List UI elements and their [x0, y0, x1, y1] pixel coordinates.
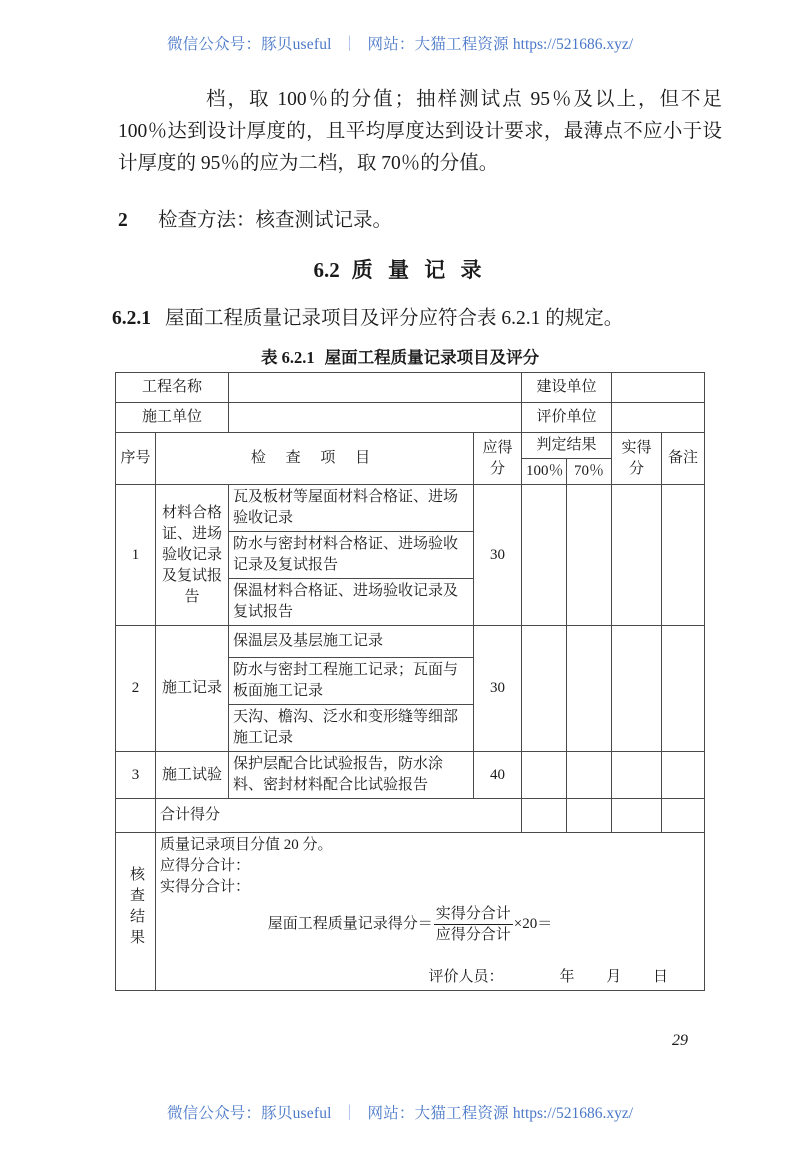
- table-row-total: [116, 799, 705, 833]
- total-actual-score[interactable]: [612, 799, 662, 833]
- row-2-due-score: 30: [473, 626, 521, 752]
- table-caption-number: 表 6.2.1: [260, 348, 315, 367]
- watermark-footer: [0, 1101, 800, 1123]
- result-content: [156, 833, 705, 991]
- section-heading: [0, 254, 800, 284]
- item-2-number: 2: [118, 210, 128, 231]
- clause-text: 屋面工程质量记录项目及评分应符合表 6.2.1 的规定。: [165, 308, 624, 329]
- result-line-3: 实得分合计：: [160, 879, 251, 895]
- table-row: [116, 626, 705, 658]
- table-row: [116, 485, 705, 532]
- row-1-actual-score[interactable]: [612, 485, 662, 626]
- row-1-category: 材料合格证、进场验收记录及复试报告: [156, 485, 229, 626]
- row-1-index: 1: [116, 485, 156, 626]
- header-actual-score: 实得分: [612, 433, 662, 485]
- page-number: 29: [672, 1032, 688, 1049]
- numbered-item-2: [118, 206, 722, 236]
- table-row-contractor: [116, 403, 705, 433]
- row-2-index: 2: [116, 626, 156, 752]
- row-2-detail-3: 天沟、檐沟、泛水和变形缝等细部施工记录: [229, 705, 474, 752]
- clause-6-2-1: [112, 302, 732, 330]
- watermark-footer-separator: ｜: [341, 1105, 358, 1122]
- watermark-site-label: 网站：大猫工程资源: [367, 36, 509, 53]
- row-3-remark[interactable]: [662, 752, 705, 799]
- formula-tail: ×20＝: [513, 915, 553, 932]
- row-3-pct-100[interactable]: [521, 752, 566, 799]
- item-2-text: 检查方法：核查测试记录。: [158, 210, 393, 231]
- row-1-detail-3: 保温材料合格证、进场验收记录及复试报告: [229, 579, 474, 626]
- result-label-cell: [116, 833, 156, 991]
- row-2-detail-2: 防水与密封工程施工记录；瓦面与板面施工记录: [229, 658, 474, 705]
- watermark-footer-wechat-label: 微信公众号：豚贝useful: [166, 1105, 332, 1122]
- row-3-actual-score[interactable]: [612, 752, 662, 799]
- row-2-pct-70[interactable]: [566, 626, 611, 752]
- total-pct-70[interactable]: [566, 799, 611, 833]
- label-construction-unit: 建设单位: [521, 373, 611, 403]
- score-formula: [160, 904, 700, 945]
- watermark-header: [0, 32, 800, 54]
- result-label: 核查结果: [128, 866, 144, 950]
- row-3-due-score: 40: [473, 752, 521, 799]
- header-due-score: 应得分: [473, 433, 521, 485]
- table-caption-title: 屋面工程质量记录项目及评分: [324, 348, 540, 367]
- table-row-project-name: [116, 373, 705, 403]
- signer-line: [160, 967, 700, 988]
- label-contractor-unit: 施工单位: [116, 403, 229, 433]
- signer-label: 评价人员：: [428, 969, 504, 985]
- row-1-pct-100[interactable]: [521, 485, 566, 626]
- formula-fraction: [434, 904, 513, 945]
- formula-numerator: 实得分合计: [434, 904, 513, 925]
- header-check-item: 检 查 项 目: [156, 433, 474, 485]
- table-header-row-top: [116, 433, 705, 459]
- value-construction-unit[interactable]: [612, 373, 705, 403]
- total-pct-100[interactable]: [521, 799, 566, 833]
- row-1-detail-1: 瓦及板材等屋面材料合格证、进场验收记录: [229, 485, 474, 532]
- header-pct-100: 100％: [521, 459, 566, 485]
- row-2-actual-score[interactable]: [612, 626, 662, 752]
- total-remark[interactable]: [662, 799, 705, 833]
- table-row: [116, 752, 705, 799]
- watermark-separator: ｜: [341, 36, 358, 53]
- header-remark: 备注: [662, 433, 705, 485]
- row-2-detail-1: 保温层及基层施工记录: [229, 626, 474, 658]
- row-2-category: 施工记录: [156, 626, 229, 752]
- label-project-name: 工程名称: [116, 373, 229, 403]
- row-3-detail-1: 保护层配合比试验报告，防水涂料、密封材料配合比试验报告: [229, 752, 474, 799]
- watermark-wechat-label: 微信公众号：豚贝useful: [166, 36, 332, 53]
- watermark-url: https://521686.xyz/: [512, 36, 634, 53]
- section-number: 6.2: [313, 258, 340, 282]
- header-index: 序号: [116, 433, 156, 485]
- total-index-blank: [116, 799, 156, 833]
- value-evaluation-unit[interactable]: [612, 403, 705, 433]
- row-3-index: 3: [116, 752, 156, 799]
- row-2-remark[interactable]: [662, 626, 705, 752]
- row-3-category: 施工试验: [156, 752, 229, 799]
- date-fields: 年 月 日: [559, 969, 682, 985]
- formula-denominator: 应得分合计: [435, 927, 511, 943]
- row-3-pct-70[interactable]: [566, 752, 611, 799]
- formula-left-side: 屋面工程质量记录得分＝: [267, 915, 433, 932]
- row-1-due-score: 30: [473, 485, 521, 626]
- result-line-1: 质量记录项目分值 20 分。: [160, 837, 333, 853]
- label-evaluation-unit: 评价单位: [521, 403, 611, 433]
- result-line-2: 应得分合计：: [160, 858, 251, 874]
- section-title: 质 量 记 录: [351, 258, 487, 282]
- total-score-label: 合计得分: [156, 799, 522, 833]
- row-1-remark[interactable]: [662, 485, 705, 626]
- value-project-name[interactable]: [229, 373, 522, 403]
- watermark-footer-url: https://521686.xyz/: [512, 1105, 634, 1122]
- table-row-result: [116, 833, 705, 991]
- row-2-pct-100[interactable]: [521, 626, 566, 752]
- body-paragraph: 档，取 100％的分值；抽样测试点 95％及以上，但不足 100％达到设计厚度的，且平均厚度达到设计要求，最薄点不应小于设计厚度的 95％的应为二档，取 70％的分值。: [118, 89, 722, 174]
- table-caption: [0, 344, 800, 368]
- clause-number: 6.2.1: [112, 308, 151, 329]
- header-judgement-result: 判定结果: [521, 433, 611, 459]
- row-1-pct-70[interactable]: [566, 485, 611, 626]
- row-1-detail-2: 防水与密封材料合格证、进场验收记录及复试报告: [229, 532, 474, 579]
- value-contractor-unit[interactable]: [229, 403, 522, 433]
- header-pct-70: 70％: [566, 459, 611, 485]
- quality-record-table: [115, 372, 705, 991]
- watermark-footer-site-label: 网站：大猫工程资源: [367, 1105, 509, 1122]
